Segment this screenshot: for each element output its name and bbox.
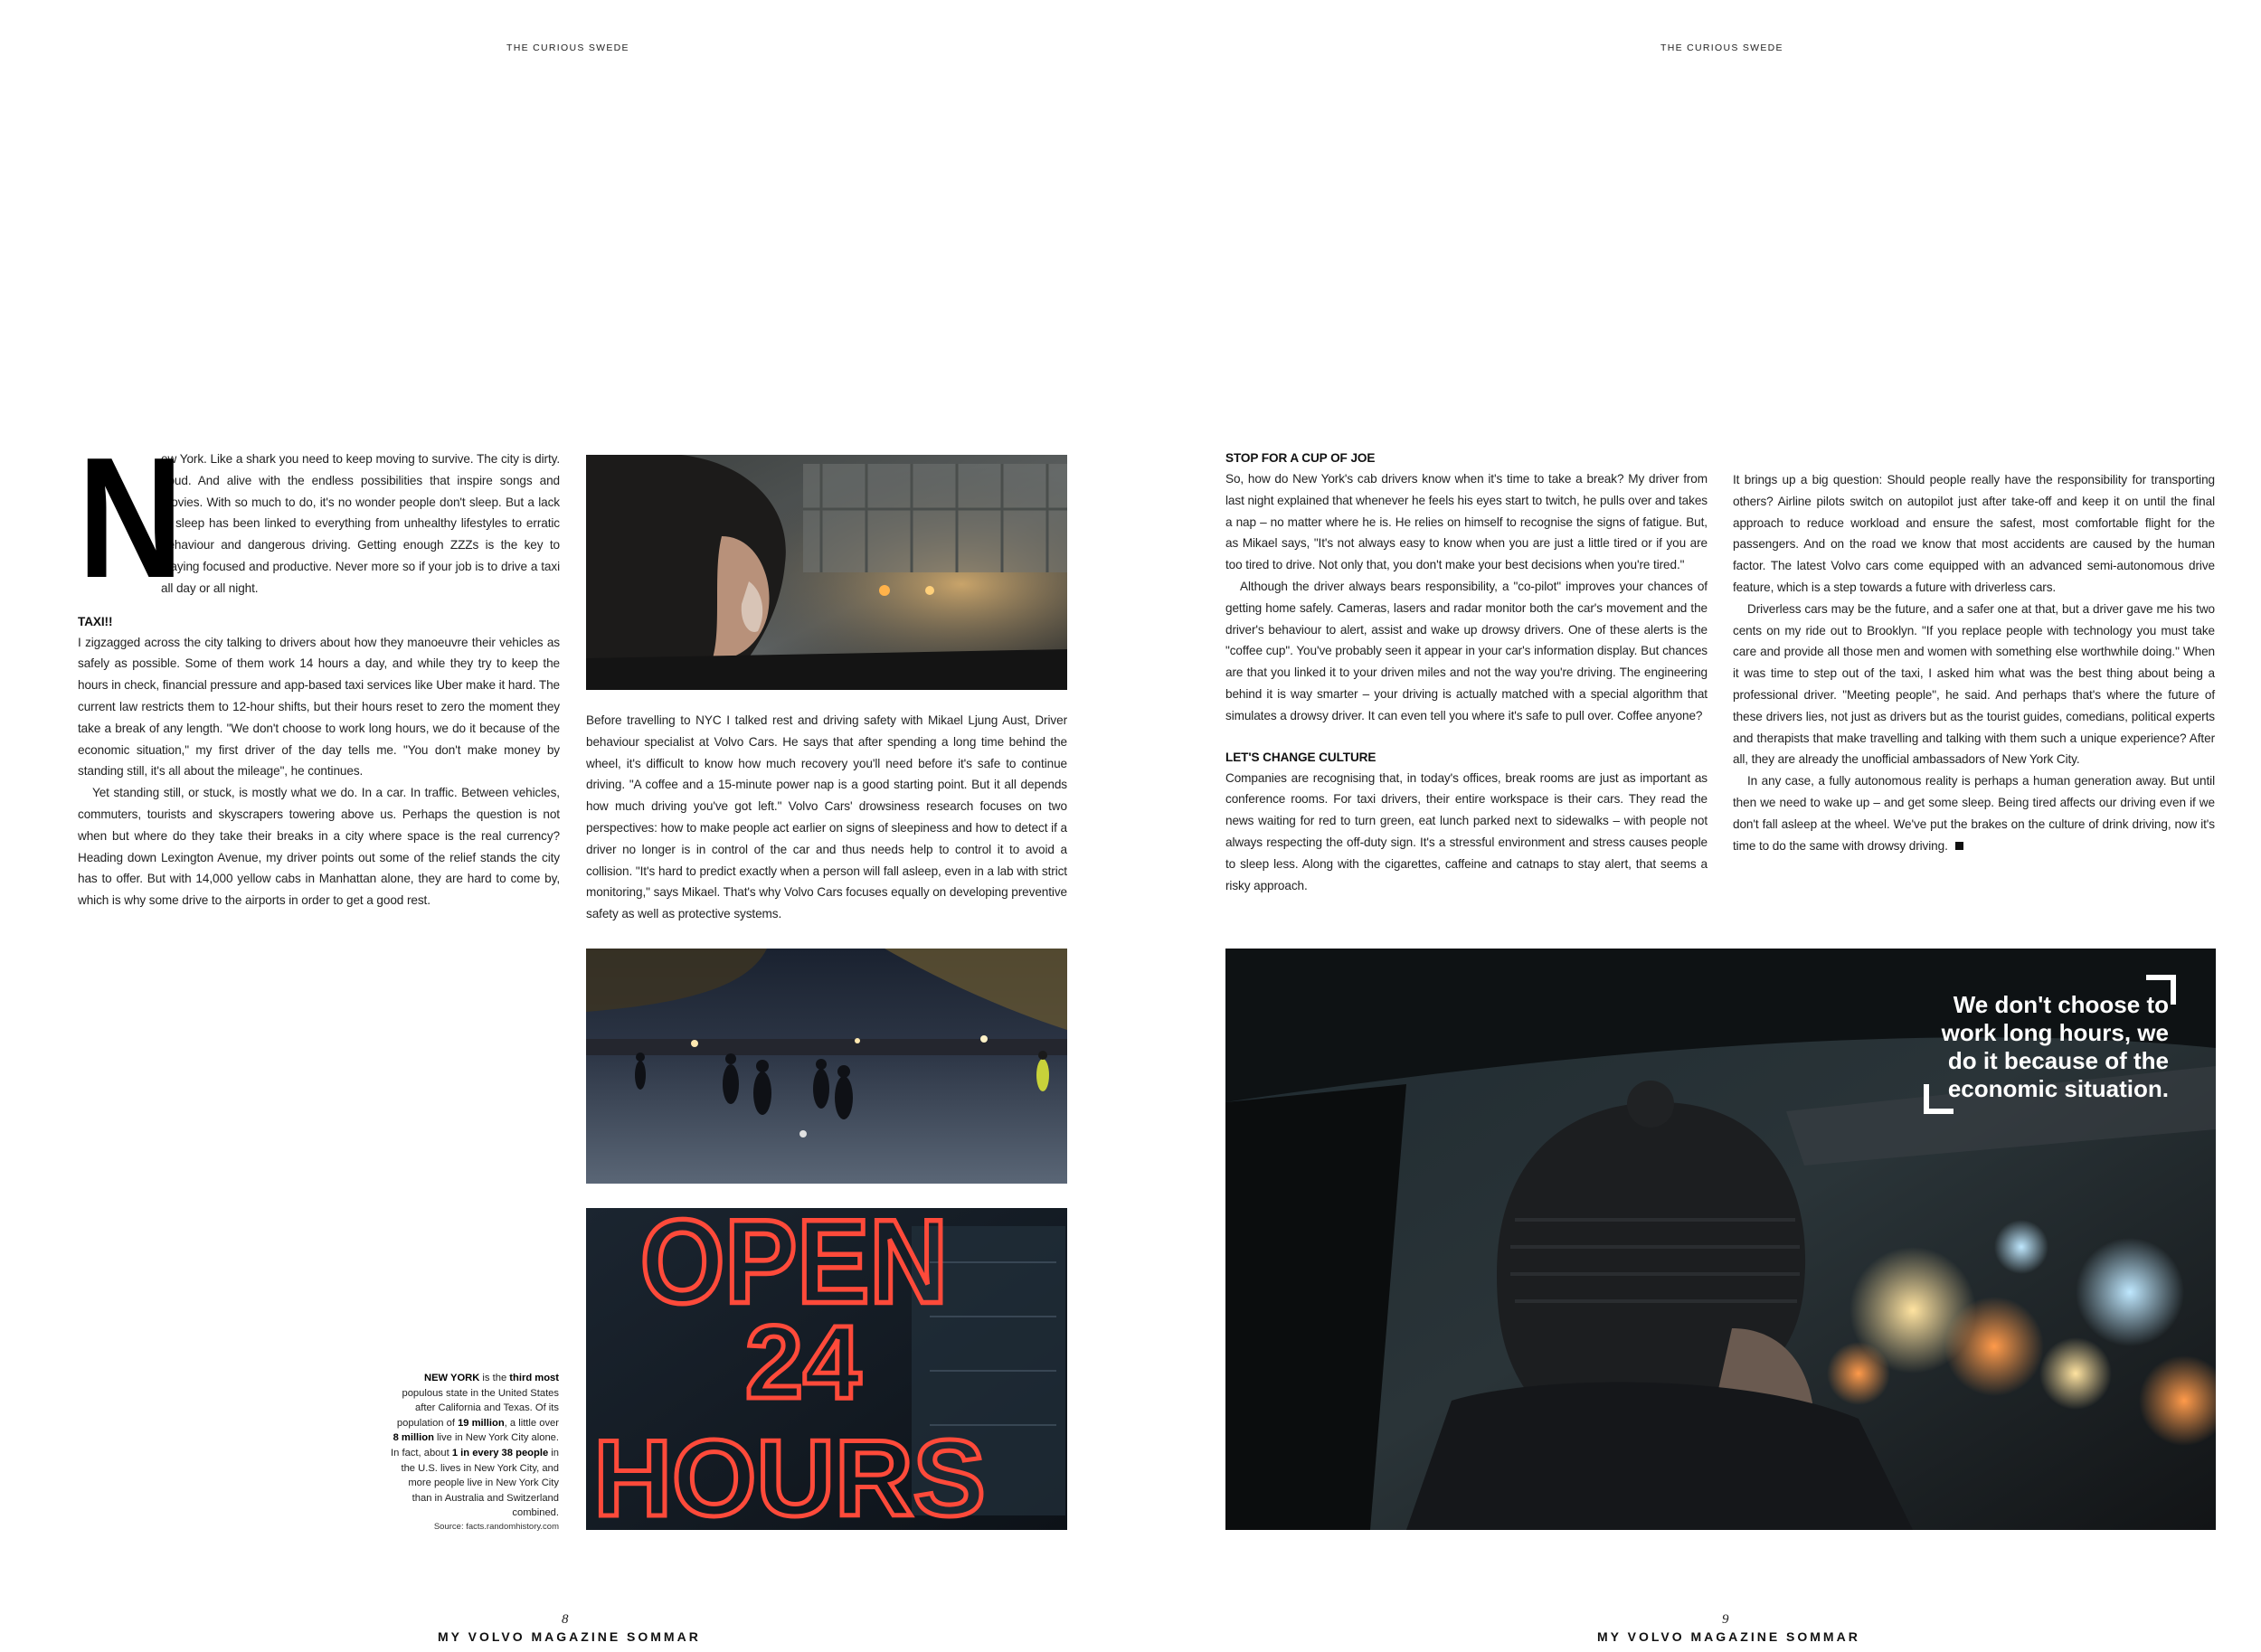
photo-football-at-night [586,949,1067,1184]
fact-box: NEW YORK is the third most populous state in the United States after California and Texas. Of its population of 19 million, a little over 8 million live in New York City alone. In fact, about 1 in every 38 people in the U.S. lives in New York City, and more people live in New York City than in Australia and Switzerland combined. [391,1373,559,1519]
col4-paragraph-1: It brings up a big question: Should people really have the responsibility for transporting others? Airline pilots switch on autopilot just after take-off and keep it on until the final approach to reduce workload and ensure the safest, most comfortable flight for the passengers. And on the road we know that most accidents are caused by the human factor. The latest Volvo cars come equipped with an advanced semi-autonomous drive feature, which is a step towards a future with driverless cars. [1733,473,2215,594]
neon-open: OPEN [639,1208,949,1328]
end-mark [1955,842,1963,850]
running-head-left: THE CURIOUS SWEDE [506,42,629,53]
dropcap: N [78,422,184,614]
page-number-right: 9 [1722,1612,1729,1627]
footer-left: MY VOLVO MAGAZINE SOMMAR [438,1629,701,1644]
heading-cup-of-joe: STOP FOR A CUP OF JOE [1225,451,1376,465]
woman-in-taxi-image [586,455,1067,690]
football-at-night-image [586,949,1067,1184]
fact-source: Source: facts.randomhistory.com [433,1522,559,1532]
joe-paragraph-2: Although the driver always bears responsibility, a "co-pilot" improves your chances of getting home safely. Cameras, lasers and radar monitor both the car's movement and the driver's behaviour to alert, assist and wake up drowsy drivers. One of these alerts is the "coffee cup". You've probably seen it appear in your car's information display. But chances are that you linked it to your driven miles and not the way you're driving. The engineering behind it is way smarter – your driving is actually matched with a special algorithm that simulates a drowsy driver. It can even tell you where it's safe to pull over. Coffee anyone? [1225,579,1708,722]
intro-paragraph: ew York. Like a shark you need to keep moving to survive. The city is dirty. Loud. And alive with the endless possibilities that inspire songs and movies. With so much to do, it's no wonder people don't sleep. But a lack of sleep has been linked to everything from unhealthy lifestyles to erratic behaviour and dangerous driving. Getting enough ZZZs is the key to staying focused and productive. Never more so if your job is to drive a taxi all day or all night. [161,452,560,595]
culture-paragraph-1: Companies are recognising that, in today's offices, break rooms are just as important as conference rooms. For taxi drivers, their entire workspace is their cars. They read the news waiting for red to turn green, eat lunch parked next to sidewalks – with people not always respecting the off-duty sign. It's a stressful environment and stress causes people to sleep less. Along with the cigarettes, caffeine and catnaps to stay alert, that seems a risky approach. [1225,770,1708,892]
col2-paragraph-1: Before travelling to NYC I talked rest and driving safety with Mikael Ljung Aust, Driver behaviour specialist at Volvo Cars. He says that after spending a long time behind the wheel, it's difficult to know how much recovery you'll need before it's safe to continue driving. "A coffee and a 15-minute power nap is a good starting point. But it all depends how much driving you've got left." Volvo Cars' drowsiness research focuses on two perspectives: how to make people act earlier on signs of sleepiness and how to detect if a driver no longer is in control of the car and thus needs help to control it to avoid a collision. "It's hard to predict exactly when a person will fall asleep, even in a lab with strict monitoring," says Mikael. That's why Volvo Cars focuses equally on developing preventive safety as well as protective systems. [586,713,1067,921]
open-24-hours-image [586,1208,1067,1530]
photo-open-24-hours [586,1208,1067,1530]
running-head-right: THE CURIOUS SWEDE [1660,42,1783,53]
neon-24: 24 [745,1305,861,1421]
column-3 [1225,448,1708,896]
page-number-left: 8 [562,1612,569,1627]
heading-taxi: TAXI!! [78,614,113,628]
column-1 [78,422,560,911]
pull-quote: We don't choose to work long hours, we do it because of the economic situation. [1941,991,2169,1102]
col4-paragraph-2: Driverless cars may be the future, and a safer one at that, but a driver gave me his two cents on my ride out to Brooklyn. "If you replace people with technology you must take care and provide all those men and women with something else worthwhile doing." When it was time to step out of the taxi, I asked him what was the best thing about being a professional driver. "Meeting people", he said. And perhaps that's where the future of these drivers lies, not just as drivers but as the tourist guides, comedians, political experts and therapists that make travelling and talking with them such a unique experience? After all, they are already the unofficial ambassadors of New York City. [1733,601,2215,767]
joe-paragraph-1: So, how do New York's cab drivers know when it's time to take a break? My driver from last night explained that whenever he feels his eyes start to twitch, he pulls over and takes a nap – no matter where he is. He relies on himself to recognise the signs of fatigue. But, as Mikael says, "It's not always easy to know when you are just a little tired or if you are too tired to drive. Not only that, you don't make your best decisions when you're tired." [1225,472,1708,572]
neon-hours: HOURS [593,1418,986,1530]
photo-woman-in-taxi [586,455,1067,690]
heading-change-culture: LET'S CHANGE CULTURE [1225,750,1376,764]
column-4 [1733,469,2215,856]
footer-right: MY VOLVO MAGAZINE SOMMAR [1597,1629,1860,1644]
taxi-paragraph-2: Yet standing still, or stuck, is mostly what we do. In a car. In traffic. Between vehicles, commuters, tourists and skyscrapers towering above us. Perhaps the question is not when but where do they take their breaks in a city where space is the real currency? Heading down Lexington Avenue, my driver points out some of the relief stands the city has to offer. But with 14,000 yellow cabs in Manhattan alone, they are hard to come by, which is why some drive to the airports in order to get a good rest. [78,786,560,908]
column-2 [586,710,1067,925]
col4-paragraph-3: In any case, a fully autonomous reality is perhaps a human generation away. But until then we need to wake up – and get some sleep. Being tired affects our driving even if we don't fall asleep at the wheel. We've put the brakes on the culture of drink driving, now it's time to do the same with drowsy driving. [1733,774,2215,853]
taxi-paragraph-1: I zigzagged across the city talking to drivers about how they manoeuvre their vehicles as safely as possible. Some of them work 14 hours a day, and while they try to keep the hours in check, financial pressure and app-based taxi services like Uber make it hard. The current law restricts them to 12-hour shifts, but their hours reset to zero the moment they take a break of any length. "We don't choose to work long hours, we do it because of the economic situation," my first driver of the day tells me. "You don't make money by standing still, it's all about the mileage", he continues. [78,635,560,779]
fact-new-york: NEW YORK [423,1373,480,1383]
